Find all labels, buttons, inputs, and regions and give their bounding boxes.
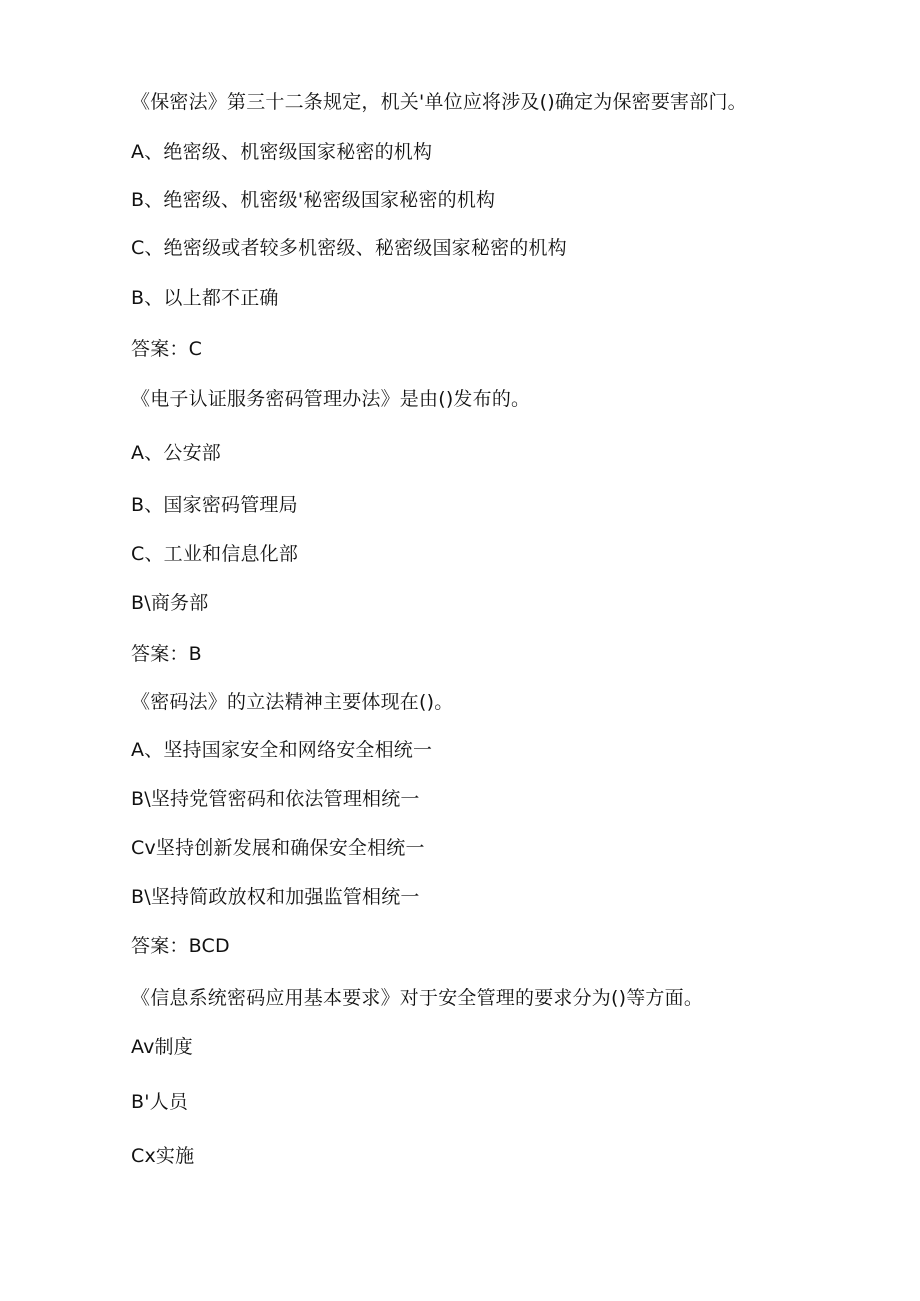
- question-4-option-c: Cx实施: [131, 1145, 195, 1167]
- question-1-option-c: C、绝密级或者较多机密级、秘密级国家秘密的机构: [131, 237, 567, 259]
- question-1-option-b: B、绝密级、机密级'秘密级国家秘密的机构: [131, 189, 496, 211]
- question-4-option-a: Av制度: [131, 1036, 193, 1058]
- question-2-option-c: C、工业和信息化部: [131, 543, 299, 565]
- question-3-text: 《密码法》的立法精神主要体现在()。: [131, 691, 454, 713]
- question-1-option-a: A、绝密级、机密级国家秘密的机构: [131, 141, 433, 163]
- question-3-option-d: B\坚持简政放权和加强监管相统一: [131, 886, 420, 908]
- question-3-option-a: A、坚持国家安全和网络安全相统一: [131, 739, 433, 761]
- question-4-text: 《信息系统密码应用基本要求》对于安全管理的要求分为()等方面。: [131, 987, 704, 1009]
- question-1-option-d: B、以上都不正确: [131, 287, 279, 309]
- question-1-text: 《保密法》第三十二条规定，机关'单位应将涉及()确定为保密要害部门。: [131, 91, 747, 113]
- question-4-option-b: B'人员: [131, 1091, 189, 1113]
- question-2-option-b: B、国家密码管理局: [131, 494, 298, 516]
- question-2-option-d: B\商务部: [131, 592, 209, 614]
- question-1-answer: 答案：C: [131, 338, 203, 360]
- question-2-answer: 答案：B: [131, 643, 202, 665]
- question-2-text: 《电子认证服务密码管理办法》是由()发布的。: [131, 388, 531, 410]
- question-3-option-c: Cv坚持创新发展和确保安全相统一: [131, 837, 425, 859]
- question-3-answer: 答案：BCD: [131, 935, 230, 957]
- question-2-option-a: A、公安部: [131, 442, 221, 464]
- question-3-option-b: B\坚持党管密码和依法管理相统一: [131, 788, 420, 810]
